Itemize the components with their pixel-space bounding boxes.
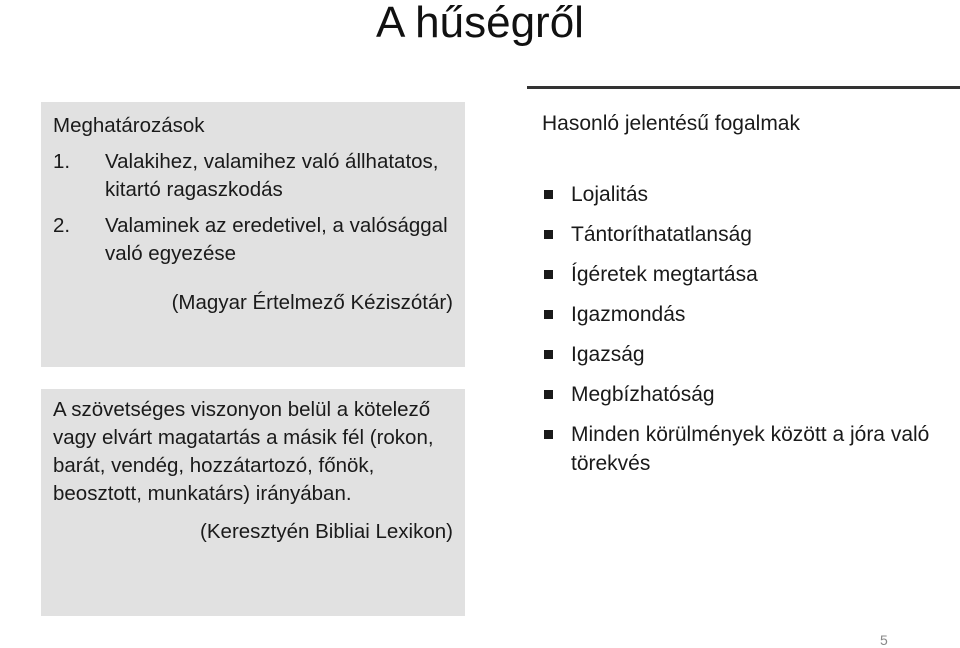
square-bullet-icon bbox=[544, 270, 553, 279]
similar-item-text: Minden körülmények között a jóra való törekvés bbox=[571, 423, 930, 475]
similar-item-text: Megbízhatóság bbox=[571, 383, 715, 406]
lexicon-source: (Keresztyén Bibliai Lexikon) bbox=[200, 520, 453, 543]
title-divider bbox=[527, 86, 960, 89]
similar-item-text: Igazság bbox=[571, 343, 645, 366]
lexicon-box bbox=[41, 389, 465, 616]
definition-number: 1. bbox=[53, 150, 71, 173]
definition-text: Valakihez, valamihez való állhatatos, kitartó ragaszkodás bbox=[105, 150, 439, 201]
definition-number: 2. bbox=[53, 214, 71, 237]
similar-item-text: Ígéretek megtartása bbox=[571, 263, 758, 286]
similar-item-text: Igazmondás bbox=[571, 303, 686, 326]
square-bullet-icon bbox=[544, 350, 553, 359]
similar-heading: Hasonló jelentésű fogalmak bbox=[542, 112, 800, 135]
definitions-box bbox=[41, 102, 465, 367]
similar-item bbox=[542, 380, 952, 409]
definitions-heading: Meghatározások bbox=[53, 114, 205, 137]
definitions-source: (Magyar Értelmező Kéziszótár) bbox=[171, 291, 453, 314]
similar-item bbox=[542, 340, 952, 369]
definition-item bbox=[53, 148, 453, 204]
square-bullet-icon bbox=[544, 430, 553, 439]
page-number: 5 bbox=[880, 632, 888, 648]
square-bullet-icon bbox=[544, 230, 553, 239]
similar-item bbox=[542, 420, 952, 478]
square-bullet-icon bbox=[544, 310, 553, 319]
similar-item bbox=[542, 300, 952, 329]
similar-item-text: Lojalitás bbox=[571, 183, 649, 206]
similar-item bbox=[542, 220, 952, 249]
lexicon-text: A szövetséges viszonyon belül a kötelező vagy elvárt magatartás a másik fél (rokon, barát, vendég, hozzátartozó, főnök, beosztott, munkatárs) irányában. bbox=[53, 398, 434, 505]
square-bullet-icon bbox=[544, 390, 553, 399]
slide-title: A hűségről bbox=[376, 0, 584, 47]
similar-item-text: Tántoríthatatlanság bbox=[571, 223, 752, 246]
similar-list bbox=[542, 180, 952, 489]
definitions-list bbox=[53, 148, 453, 268]
similar-item bbox=[542, 180, 952, 209]
square-bullet-icon bbox=[544, 190, 553, 199]
definition-text: Valaminek az eredetivel, a valósággal való egyezése bbox=[105, 214, 448, 265]
definition-item bbox=[53, 212, 453, 268]
similar-item bbox=[542, 260, 952, 289]
